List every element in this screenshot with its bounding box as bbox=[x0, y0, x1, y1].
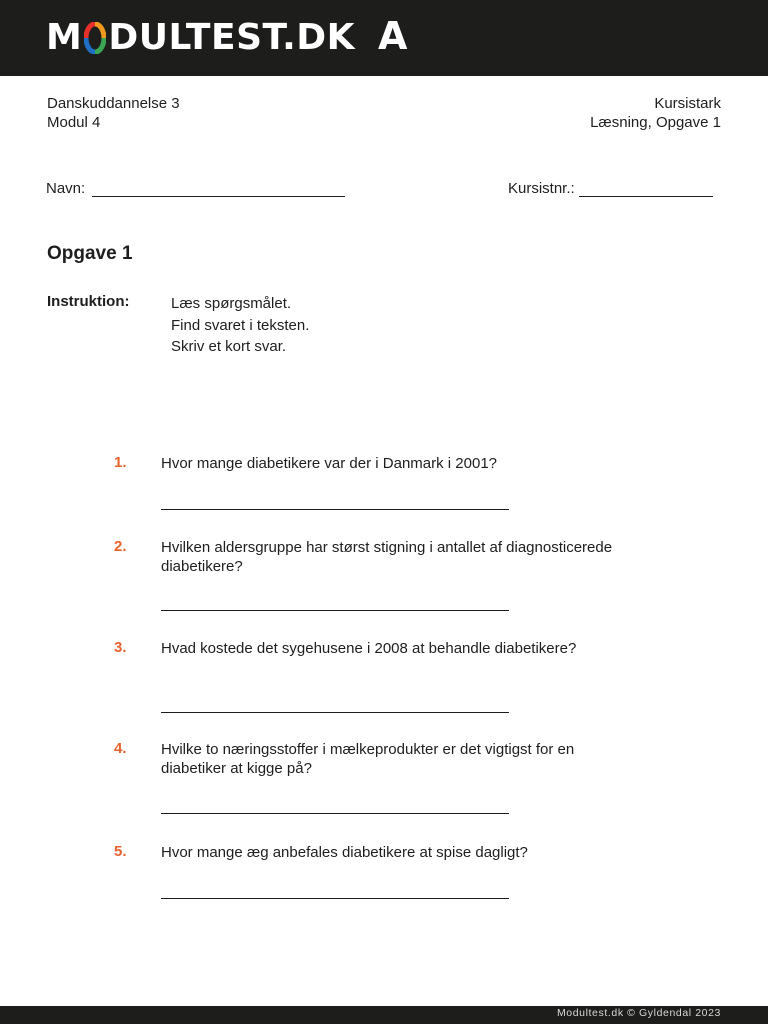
module-name: Modul 4 bbox=[47, 114, 101, 131]
name-field bbox=[46, 176, 345, 197]
top-header-bar bbox=[0, 0, 768, 76]
instruction-line: Læs spørgsmålet. bbox=[171, 295, 292, 312]
course-name: Danskuddannelse 3 bbox=[47, 95, 180, 112]
logo-text: DULTEST.DK bbox=[108, 17, 356, 58]
instruction-line: Skriv et kort svar. bbox=[171, 338, 287, 355]
student-number-input-line[interactable] bbox=[579, 178, 713, 197]
section-name: Læsning, Opgave 1 bbox=[590, 114, 721, 131]
answer-line[interactable] bbox=[161, 898, 509, 899]
sheet-info bbox=[590, 94, 721, 132]
question-number: 5. bbox=[114, 843, 127, 860]
question-text: Hvor mange diabetikere var der i Danmark i 2001? bbox=[161, 455, 497, 472]
instruction-label: Instruktion: bbox=[47, 293, 130, 310]
student-number-field bbox=[508, 178, 713, 197]
student-number-label: Kursistnr.: bbox=[508, 180, 575, 197]
answer-line[interactable] bbox=[161, 610, 509, 611]
footer-bar bbox=[0, 1006, 768, 1024]
answer-line[interactable] bbox=[161, 712, 509, 713]
answer-line[interactable] bbox=[161, 509, 509, 510]
logo-letter-m: M bbox=[46, 17, 83, 58]
name-input-line[interactable] bbox=[92, 176, 345, 197]
name-label: Navn: bbox=[46, 180, 86, 197]
question-number: 4. bbox=[114, 740, 127, 757]
sheet-type: Kursistark bbox=[654, 95, 721, 112]
question-text: Hvor mange æg anbefales diabetikere at spise dagligt? bbox=[161, 844, 528, 861]
modultest-logo[interactable] bbox=[46, 17, 355, 59]
question-text: Hvad kostede det sygehusene i 2008 at behandle diabetikere? bbox=[161, 640, 577, 657]
question-number: 3. bbox=[114, 639, 127, 656]
task-title: Opgave 1 bbox=[47, 243, 133, 264]
logo-o-icon bbox=[84, 22, 106, 54]
question-number: 1. bbox=[114, 454, 127, 471]
question-text: Hvilken aldersgruppe har størst stigning i antallet af diagnosticerede diabetikere? bbox=[161, 539, 613, 575]
answer-line[interactable] bbox=[161, 813, 509, 814]
level-badge: A bbox=[378, 14, 408, 58]
instruction-line: Find svaret i teksten. bbox=[171, 316, 310, 334]
question-number: 2. bbox=[114, 538, 127, 555]
course-info bbox=[47, 94, 180, 132]
question-text: Hvilke to næringsstoffer i mælkeprodukter er det vigtigst for en diabetiker at kigge på? bbox=[161, 741, 575, 777]
copyright-text: Modultest.dk © Gyldendal 2023 bbox=[556, 1007, 721, 1019]
instruction-text bbox=[171, 293, 309, 358]
